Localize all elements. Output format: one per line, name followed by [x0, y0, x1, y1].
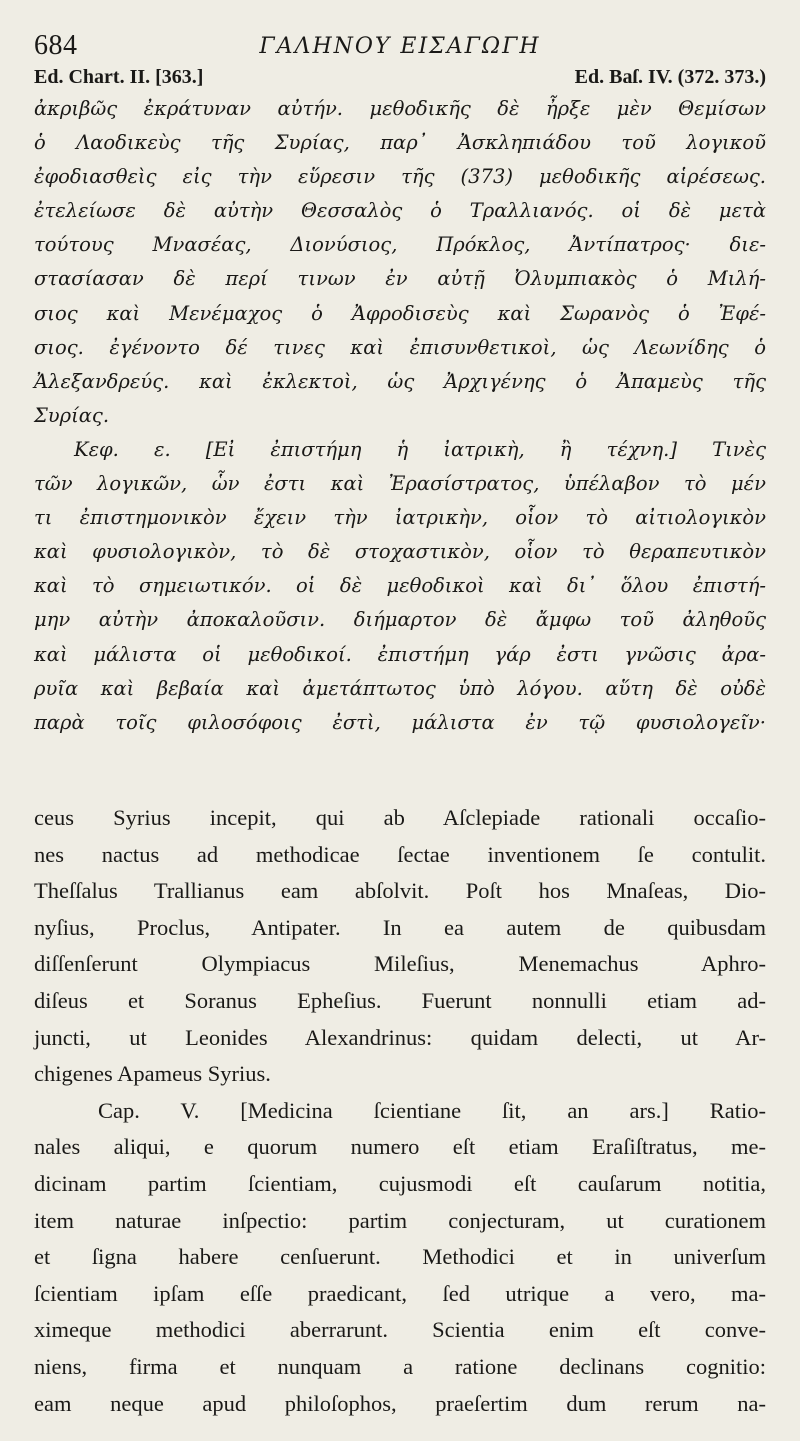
- greek-text-line: τῶν λογικῶν, ὧν ἐστι καὶ Ἐρασίστρατος, ὑπέλαβον τὸ μέν: [34, 472, 766, 496]
- greek-text-line: τούτους Μνασέας, Διονύσιος, Πρόκλος, Ἀντίπατρος· διε-: [34, 233, 766, 257]
- latin-text-line: dicinam partim ſcientiam, cujusmodi eſt cauſarum notitia,: [34, 1170, 766, 1196]
- running-title: ΓΑΛΗΝΟΥ ΕΙΣΑΓΩΓΗ: [259, 34, 541, 59]
- latin-text-line: item naturae inſpectio: partim conjecturam, ut curationem: [34, 1207, 766, 1233]
- running-head: [34, 30, 766, 64]
- latin-text-line: ſcientiam ipſam eſſe praedicant, ſed utrique a vero, ma-: [34, 1280, 766, 1306]
- latin-text-line: niens, firma et nunquam a ratione declinans cognitio:: [34, 1353, 766, 1379]
- latin-chapter-heading-line: Cap. V. [Medicina ſcientiane ſit, an ars.] Ratio-: [98, 1097, 766, 1123]
- greek-text-line: σιος καὶ Μενέμαχος ὁ Ἀφροδισεὺς καὶ Σωρανὸς ὁ Ἐφέ-: [34, 301, 766, 325]
- greek-chapter-heading-line: Κεφ. ε. [Εἰ ἐπιστήμη ἡ ἰατρικὴ, ἢ τέχνη.] Τινὲς: [74, 437, 766, 461]
- latin-text-line: chigenes Apameus Syrius.: [34, 1061, 271, 1087]
- latin-text-line: nales aliqui, e quorum numero eſt etiam Eraſiſtratus, me-: [34, 1134, 766, 1160]
- latin-text-line: juncti, ut Leonides Alexandrinus: quidam delecti, ut Ar-: [34, 1024, 766, 1050]
- latin-text-line: nes nactus ad methodicae ſectae inventionem ſe contulit.: [34, 841, 766, 867]
- latin-text-line: ceus Syrius incepit, qui ab Aſclepiade rationali occaſio-: [34, 805, 766, 830]
- latin-text-line: diſeus et Soranus Epheſius. Fuerunt nonnulli etiam ad-: [34, 987, 766, 1013]
- edition-reference-chartier: Ed. Chart. II. [363.]: [34, 66, 204, 88]
- greek-text-line: παρὰ τοῖς φιλοσόφοις ἐστὶ, μάλιστα ἐν τῷ φυσιολογεῖν·: [34, 710, 766, 734]
- latin-text-line: et ſigna habere cenſuerunt. Methodici et in univerſum: [34, 1244, 766, 1270]
- greek-text-line: καὶ φυσιολογικὸν, τὸ δὲ στοχαστικὸν, οἷον τὸ θεραπευτικὸν: [34, 540, 766, 564]
- greek-text-line: ἐτελείωσε δὲ αὐτὴν Θεσσαλὸς ὁ Τραλλιανός. οἱ δὲ μετὰ: [34, 199, 766, 223]
- latin-text-line: Theſſalus Trallianus eam abſolvit. Poſt hos Mnaſeas, Dio-: [34, 878, 766, 904]
- greek-text-line: καὶ τὸ σημειωτικόν. οἱ δὲ μεθοδικοὶ καὶ δι᾽ ὅλου ἐπιστή-: [34, 574, 766, 598]
- edition-reference-line: [34, 66, 766, 92]
- greek-text-line: ἐφοδιασθεὶς εἰς τὴν εὕρεσιν τῆς (373) μεθοδικῆς αἱρέσεως.: [34, 165, 766, 189]
- greek-text-line: ἀκριβῶς ἐκράτυναν αὐτήν. μεθοδικῆς δὲ ἦρξε μὲν Θεμίσων: [34, 97, 766, 120]
- greek-text-line: καὶ μάλιστα οἱ μεθοδικοί. ἐπιστήμη γάρ ἐστι γνῶσις ἀρα-: [34, 642, 766, 666]
- greek-text-line: σιος. ἐγένοντο δέ τινες καὶ ἐπισυνθετικοὶ, ὡς Λεωνίδης ὁ: [34, 335, 766, 359]
- edition-reference-basel: Ed. Baſ. IV. (372. 373.): [574, 66, 766, 88]
- greek-text-line: ρυῖα καὶ βεβαία καὶ ἀμετάπτωτος ὑπὸ λόγου. αὕτη δὲ οὐδὲ: [34, 676, 766, 700]
- greek-text-line: Ἀλεξανδρεύς. καὶ ἐκλεκτοὶ, ὡς Ἀρχιγένης ὁ Ἀπαμεὺς τῆς: [34, 369, 766, 393]
- latin-text-line: nyſius, Proclus, Antipater. In ea autem de quibusdam: [34, 914, 766, 940]
- greek-text-line: τι ἐπιστημονικὸν ἔχειν τὴν ἰατρικὴν, οἷον τὸ αἰτιολογικὸν: [34, 506, 766, 530]
- greek-text-line: στασίασαν δὲ περί τινων ἐν αὐτῇ Ὀλυμπιακὸς ὁ Μιλή-: [34, 267, 766, 291]
- latin-text-line: diſſenſerunt Olympiacus Mileſius, Menemachus Aphro-: [34, 951, 766, 977]
- latin-text-line: eam neque apud philoſophos, praeſertim dum rerum na-: [34, 1390, 766, 1416]
- latin-text-line: ximeque methodici aberrarunt. Scientia enim eſt conve-: [34, 1317, 766, 1343]
- greek-text-line: Συρίας.: [34, 403, 110, 427]
- page-number: 684: [34, 30, 78, 61]
- latin-translation-block: [34, 800, 766, 1422]
- greek-text-block: [34, 92, 766, 740]
- greek-text-line: ὁ Λαοδικεὺς τῆς Συρίας, παρ᾽ Ἀσκληπιάδου τοῦ λογικοῦ: [34, 131, 766, 155]
- greek-text-line: μην αὐτὴν ἀποκαλοῦσιν. διήμαρτον δὲ ἄμφω τοῦ ἀληθοῦς: [34, 608, 766, 632]
